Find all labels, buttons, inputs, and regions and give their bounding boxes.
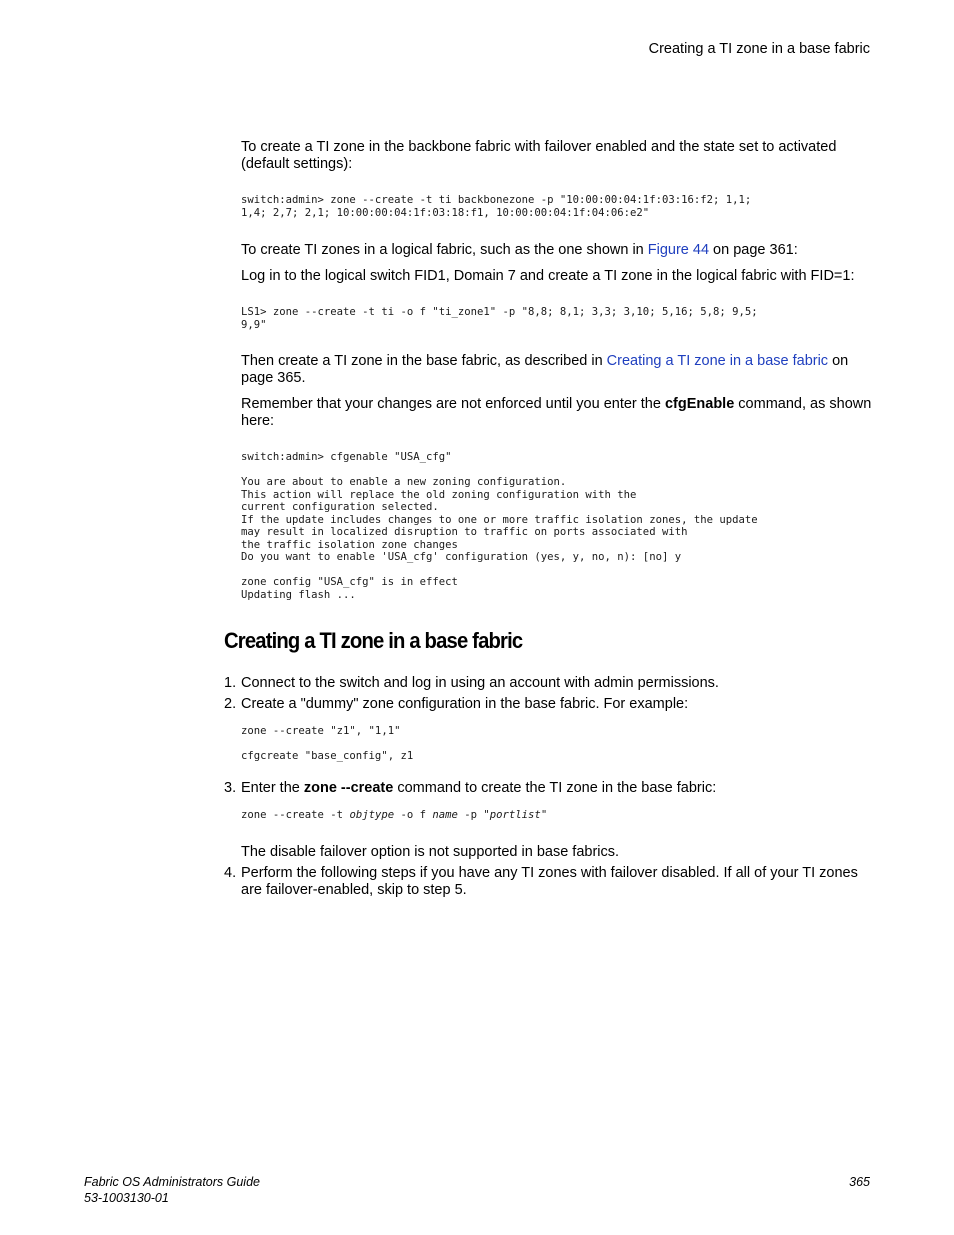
paragraph-cfgenable-reminder: Remember that your changes are not enforced until you enter the cfgEnable command, as shown here: bbox=[241, 396, 872, 429]
running-head: Creating a TI zone in a base fabric bbox=[648, 41, 870, 57]
footer-page-number: 365 bbox=[849, 1175, 870, 1189]
step-2-text: Create a "dummy" zone configuration in the base fabric. For example: bbox=[241, 696, 689, 712]
code-block-ls1-zone: LS1> zone --create -t ti -o f "ti_zone1" -p "8,8; 8,1; 3,3; 3,10; 5,16; 5,8; 9,5; 9,9" bbox=[241, 306, 758, 331]
step-4-number: 4. bbox=[224, 865, 237, 881]
step-4-text: Perform the following steps if you have any TI zones with failover disabled. If all of your TI zones are failover-enabled, skip to step 5. bbox=[241, 865, 858, 898]
note-disable-failover: The disable failover option is not supported in base fabrics. bbox=[241, 844, 620, 860]
step-1-text: Connect to the switch and log in using an account with admin permissions. bbox=[241, 675, 719, 691]
footer-guide-title: Fabric OS Administrators Guide bbox=[84, 1175, 260, 1189]
footer-left bbox=[84, 1174, 260, 1206]
footer-doc-number: 53-1003130-01 bbox=[84, 1191, 169, 1205]
step-3-text: Enter the zone --create command to create the TI zone in the base fabric: bbox=[241, 780, 717, 796]
paragraph-login-fid1: Log in to the logical switch FID1, Domain 7 and create a TI zone in the logical fabric with FID=1: bbox=[241, 268, 855, 284]
base-fabric-section-link[interactable]: Creating a TI zone in a base fabric bbox=[606, 353, 829, 369]
figure-44-link[interactable]: Figure 44 bbox=[647, 242, 710, 258]
step-3-number: 3. bbox=[224, 780, 237, 796]
step-2-number: 2. bbox=[224, 696, 237, 712]
code-block-zone-create-syntax: zone --create -t objtype -o f name -p "portlist" bbox=[241, 809, 548, 821]
paragraph-backbone-intro: To create a TI zone in the backbone fabric with failover enabled and the state set to activated (default settings): bbox=[241, 139, 837, 172]
code-block-dummy-config: zone --create "z1", "1,1" cfgcreate "base_config", z1 bbox=[241, 725, 414, 762]
code-block-cfgenable: switch:admin> cfgenable "USA_cfg" You are about to enable a new zoning configuration. This action will replace the old zoning configuration with the current configuration selected. If the update includes changes to one or more traffic isolation zones, the update may result in localized disruption to traffic on ports associated with the traffic isolation zone changes Do you want to enable 'USA_cfg' configuration (yes, y, no, n): [no] y zone config "USA_cfg" is in effect Updating flash ... bbox=[241, 451, 758, 601]
section-title: Creating a TI zone in a base fabric bbox=[224, 628, 523, 653]
paragraph-then-create: Then create a TI zone in the base fabric, as described in Creating a TI zone in a base fabric on page 365. bbox=[241, 353, 849, 386]
paragraph-logical-fabric-intro: To create TI zones in a logical fabric, such as the one shown in Figure 44 on page 361: bbox=[241, 242, 798, 258]
step-1-number: 1. bbox=[224, 675, 237, 691]
code-block-backbone-zone: switch:admin> zone --create -t ti backbonezone -p "10:00:00:04:1f:03:16:f2; 1,1; 1,4; 2,7; 2,1; 10:00:00:04:1f:03:18:f1, 10:00:00:04:1f:04:06:e2" bbox=[241, 194, 752, 219]
